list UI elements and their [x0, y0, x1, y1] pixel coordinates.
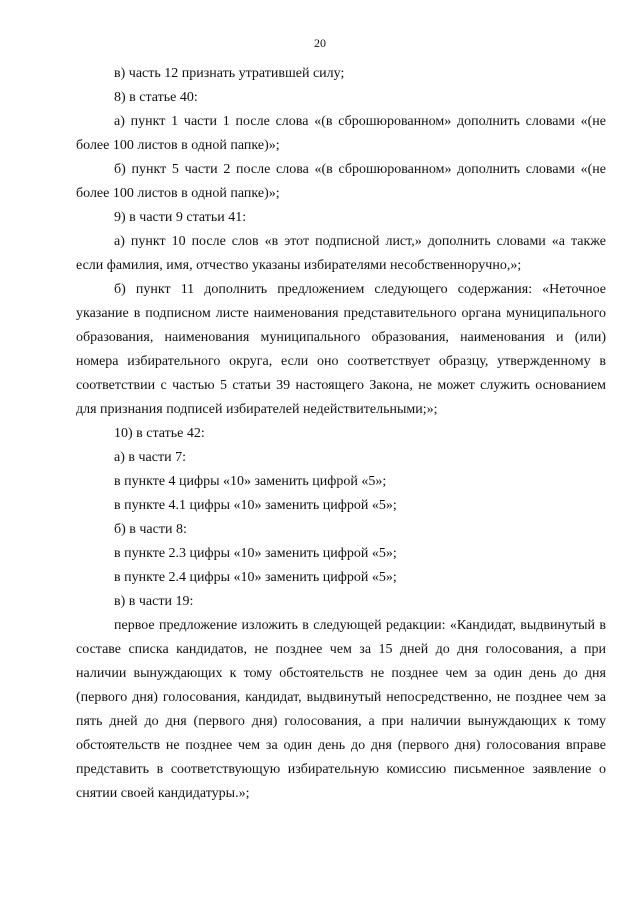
paragraph-8b: б) пункт 5 части 2 после слова «(в сброшюрованном» дополнить словами «(не более 100 листов в одной папке)»; — [76, 162, 606, 201]
document-body — [76, 62, 606, 806]
paragraph-point-2-3: в пункте 2.3 цифры «10» заменить цифрой «5»; — [114, 546, 397, 561]
paragraph-first-sentence: первое предложение изложить в следующей редакции: «Кандидат, выдвинутый в составе списка кандидатов, не позднее чем за 15 дней до дня голосования, а при наличии вынуждающих к тому обстоятельств не позднее чем за один день до дня (первого дня) голосования, кандидат, выдвинутый непосредственно, не позднее чем за пять дней до дня (первого дня) голосования, а при наличии вынуждающих к тому обстоятельств не позднее чем за один день до дня (первого дня) голосования вправе представить в соответствующую избирательную комиссию письменное заявление о снятии своей кандидатуры.»; — [76, 618, 606, 801]
paragraph-9-article-41: 9) в части 9 статьи 41: — [114, 210, 247, 225]
paragraph-point-2-4: в пункте 2.4 цифры «10» заменить цифрой «5»; — [114, 570, 397, 585]
paragraph-v-part-12: в) часть 12 признать утратившей силу; — [114, 66, 345, 81]
paragraph-10b-part-8: б) в части 8: — [114, 522, 187, 537]
paragraph-point-4-1: в пункте 4.1 цифры «10» заменить цифрой «5»; — [114, 498, 397, 513]
paragraph-10-article-42: 10) в статье 42: — [114, 426, 205, 441]
paragraph-10a-part-7: а) в части 7: — [114, 450, 186, 465]
paragraph-point-4: в пункте 4 цифры «10» заменить цифрой «5»; — [114, 474, 387, 489]
paragraph-9a: а) пункт 10 после слов «в этот подписной лист,» дополнить словами «а также если фамилия, имя, отчество указаны избирателями несобственноручно,»; — [76, 234, 606, 273]
paragraph-8-article-40: 8) в статье 40: — [114, 90, 198, 105]
page-number: 20 — [314, 36, 326, 50]
paragraph-8a: а) пункт 1 части 1 после слова «(в сброшюрованном» дополнить словами «(не более 100 листов в одной папке)»; — [76, 114, 606, 153]
paragraph-9b: б) пункт 11 дополнить предложением следующего содержания: «Неточное указание в подписном листе наименования представительного органа муниципального образования, наименования муниципального образования, наименования и (или) номера избирательного округа, если оно соответствует образцу, утвержденному в соответствии с частью 5 статьи 39 настоящего Закона, не может служить основанием для признания подписей избирателей недействительными;»; — [76, 282, 606, 417]
paragraph-10v-part-19: в) в части 19: — [114, 594, 194, 609]
